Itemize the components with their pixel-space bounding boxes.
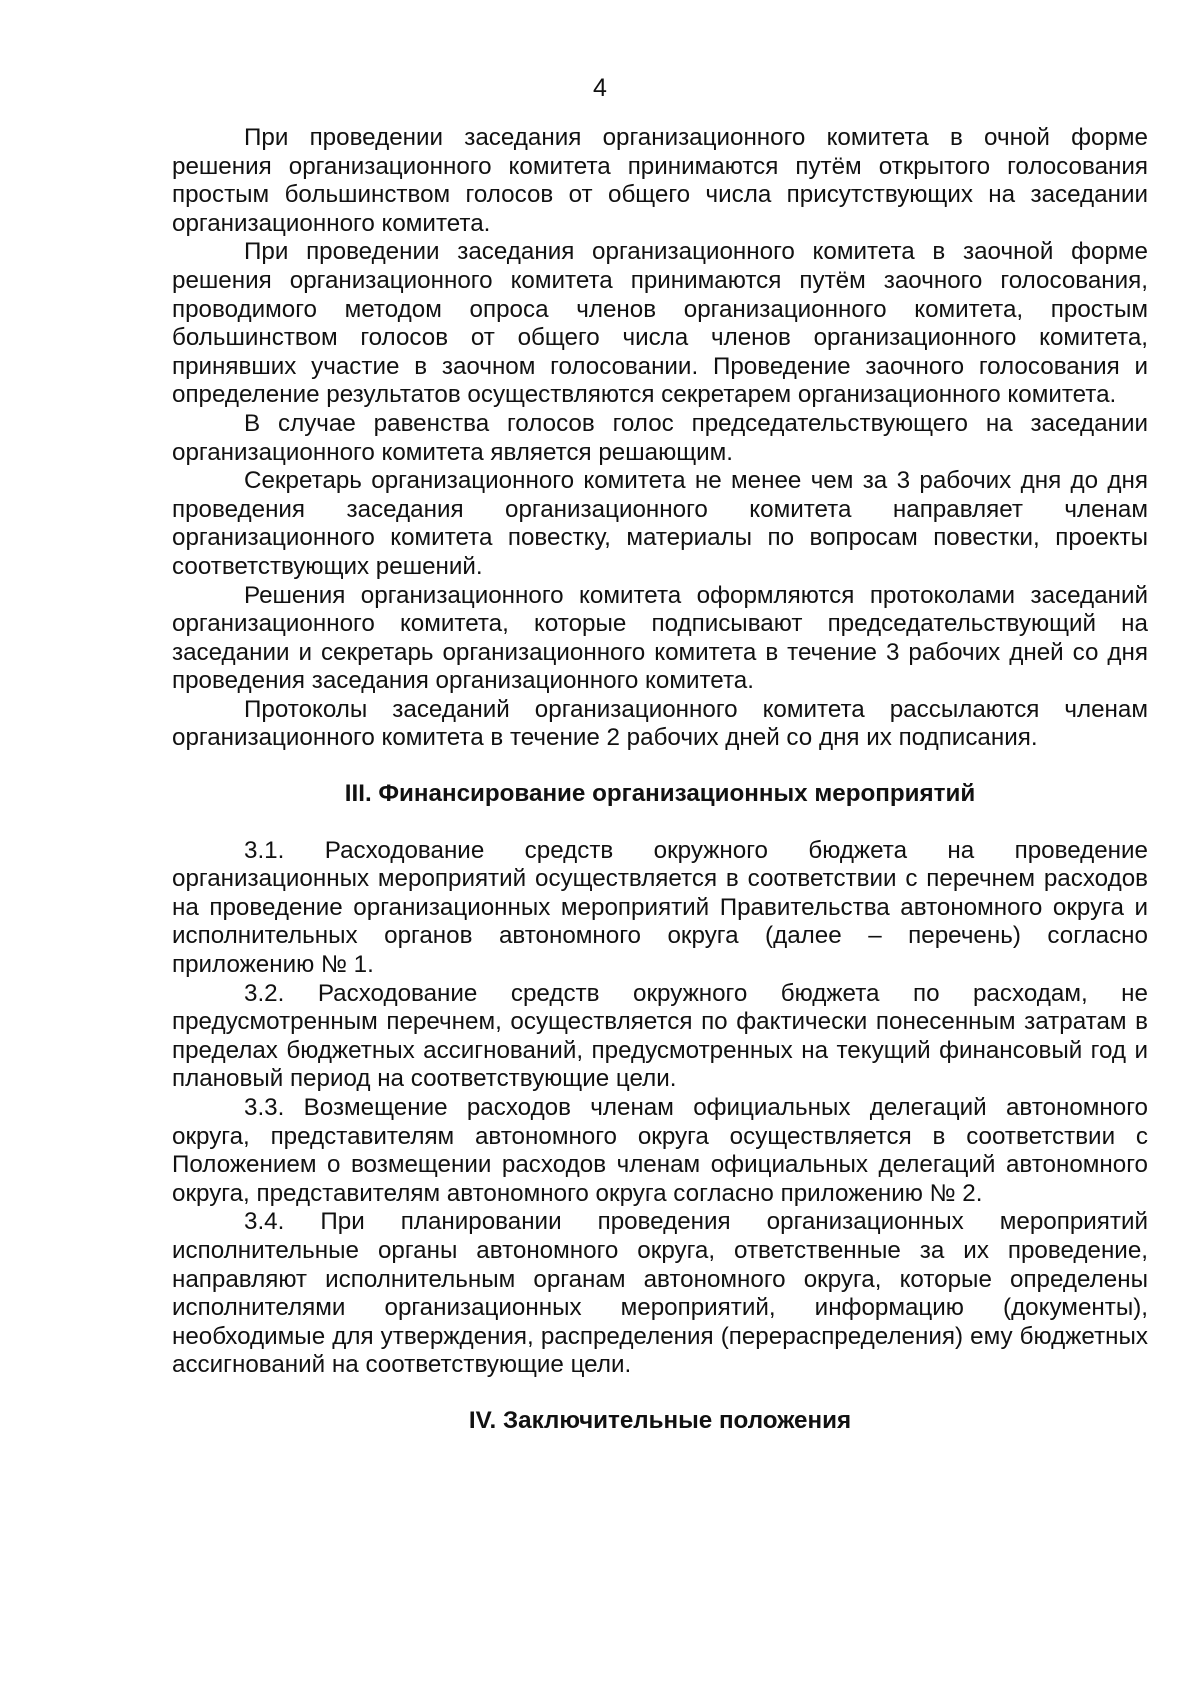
- clause-3-1: 3.1. Расходование средств окружного бюджета на проведение организационных мероприятий осуществляется в соответствии с перечнем расходов на проведение организационных мероприятий Правительства автономного округа и исполнительных органов автономного округа (далее – перечень) согласно приложению № 1.: [172, 836, 1148, 979]
- section-heading-financing: III. Финансирование организационных мероприятий: [344, 780, 976, 808]
- section-heading-final-provisions: IV. Заключительные положения: [468, 1406, 852, 1434]
- clause-3-4: 3.4. При планировании проведения организационных мероприятий исполнительные органы автономного округа, ответственные за их проведение, направляют исполнительным органам автономного округа, которые определены исполнителями организационных мероприятий, информацию (документы), необходимые для утверждения, распределения (перераспределения) ему бюджетных ассигнований на соответствующие цели.: [172, 1208, 1148, 1379]
- paragraph-tie-vote: В случае равенства голосов голос председательствующего на заседании организационного комитета является решающим.: [172, 409, 1148, 466]
- clause-3-2: 3.2. Расходование средств окружного бюджета по расходам, не предусмотренным перечнем, осуществляется по фактически понесенным затратам в пределах бюджетных ассигнований, предусмотренных на текущий финансовый год и плановый период на соответствующие цели.: [172, 979, 1148, 1093]
- paragraph-protocols: Решения организационного комитета оформляются протоколами заседаний организационного комитета, которые подписывают председательствующий на заседании и секретарь организационного комитета в течение 3 рабочих дней со дня проведения заседания организационного комитета.: [172, 581, 1148, 695]
- paragraph-secretary-duties: Секретарь организационного комитета не менее чем за 3 рабочих дня до дня проведения заседания организационного комитета направляет членам организационного комитета повестку, материалы по вопросам повестки, проекты соответствующих решений.: [172, 467, 1148, 580]
- document-body: [172, 124, 1148, 1436]
- paragraph-voting-in-person: При проведении заседания организационного комитета в очной форме решения организационного комитета принимаются путём открытого голосования простым большинством голосов от общего числа присутствующих на заседании организационного комитета.: [172, 124, 1148, 237]
- clause-3-3: 3.3. Возмещение расходов членам официальных делегаций автономного округа, представителям автономного округа осуществляется в соответствии с Положением о возмещении расходов членам официальных делегаций автономного округа, представителям автономного округа согласно приложению № 2.: [172, 1094, 1148, 1207]
- page-number: 4: [593, 74, 607, 102]
- paragraph-voting-absentee: При проведении заседания организационного комитета в заочной форме решения организационного комитета принимаются путём заочного голосования, проводимого методом опроса членов организационного комитета, простым большинством голосов от общего числа членов организационного комитета, принявших участие в заочном голосовании. Проведение заочного голосования и определение результатов осуществляются секретарем организационного комитета.: [172, 238, 1148, 409]
- paragraph-protocol-distribution: Протоколы заседаний организационного комитета рассылаются членам организационного комитета в течение 2 рабочих дней со дня их подписания.: [172, 695, 1148, 752]
